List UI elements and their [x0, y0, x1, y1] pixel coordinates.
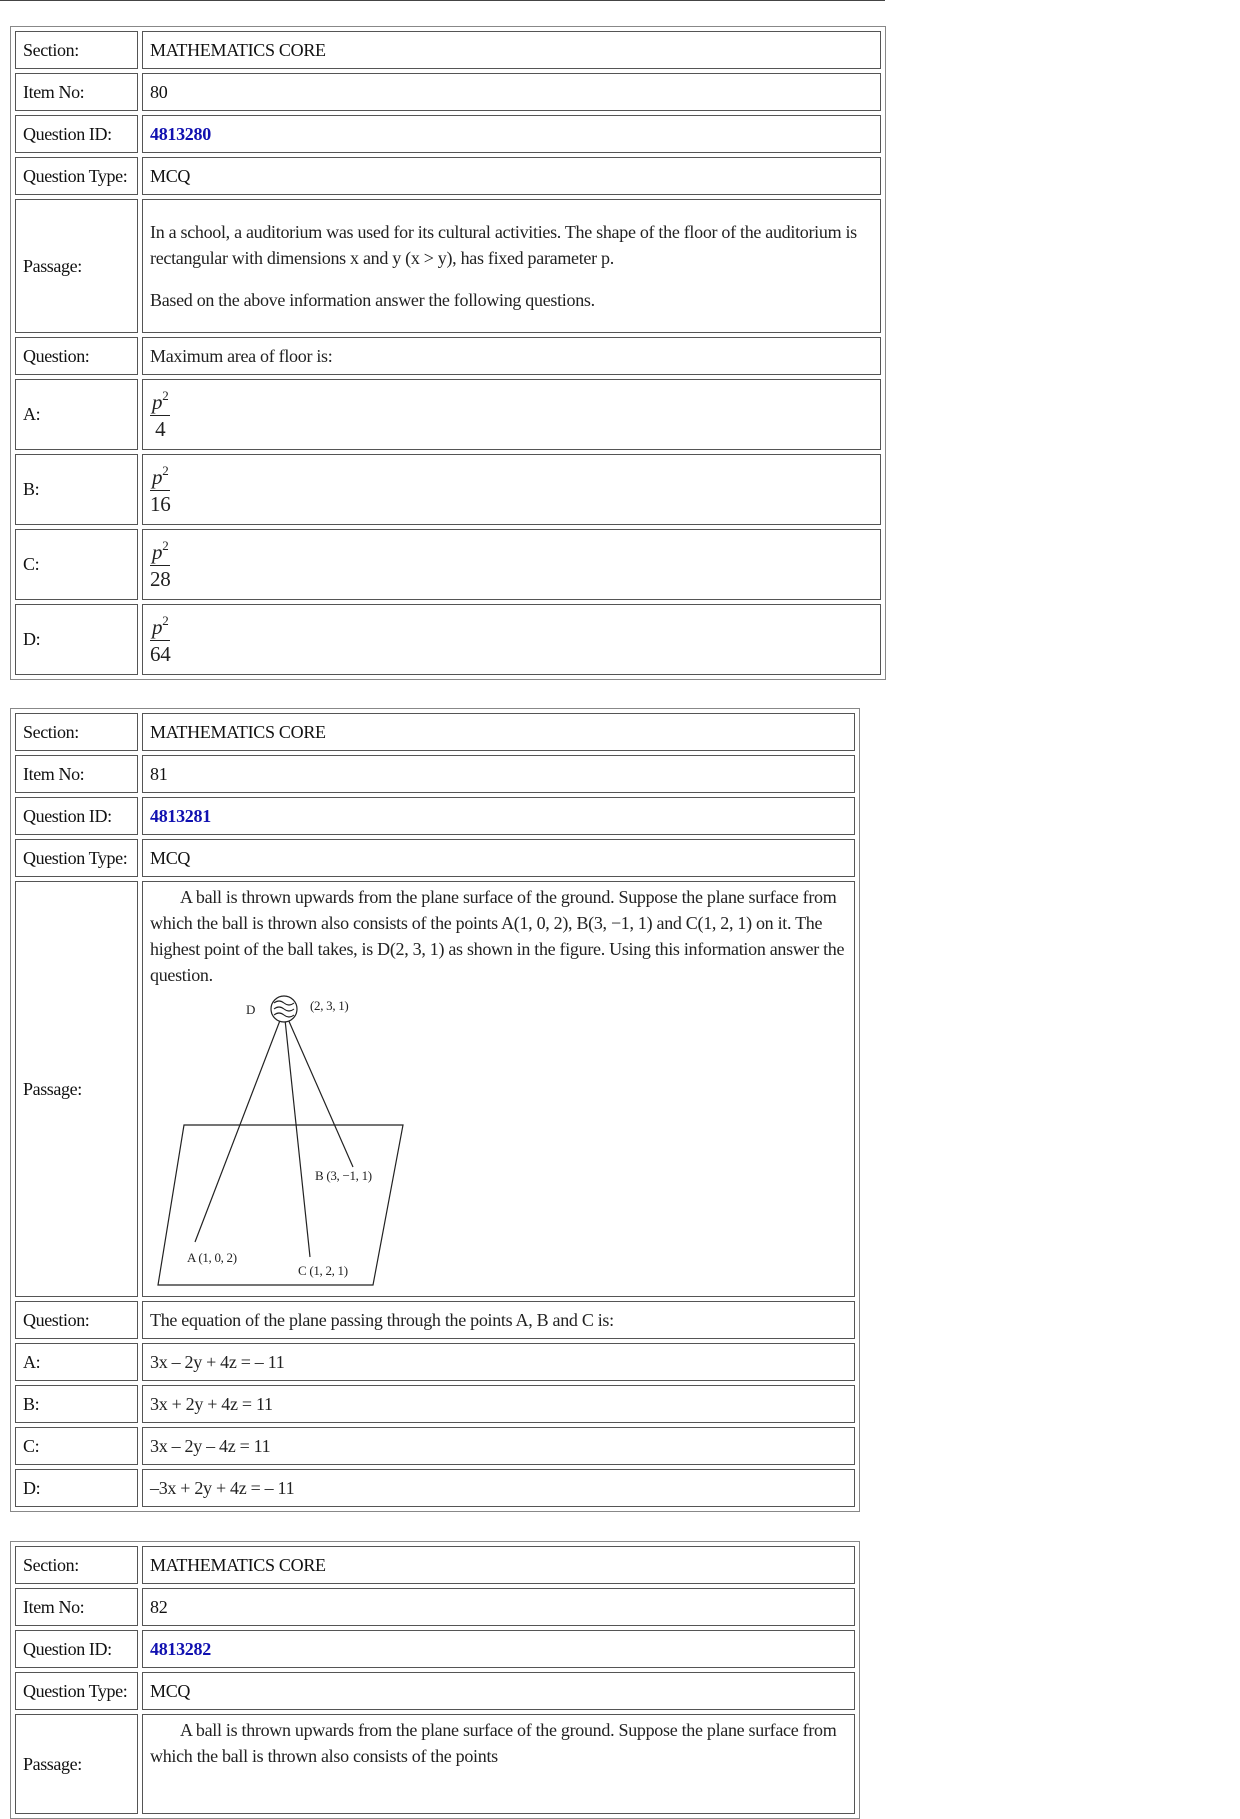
point-a-label: A (1, 0, 2): [187, 1250, 237, 1265]
option-c: 3x – 2y – 4z = 11: [142, 1427, 855, 1465]
passage-text: [142, 881, 855, 1297]
option-label-c: C:: [15, 529, 138, 600]
line-d-to-c: [284, 1010, 310, 1257]
line-d-to-b: [284, 1010, 353, 1167]
question-card-81: [10, 708, 860, 1512]
question-label: Question:: [15, 337, 138, 375]
question-id-label: Question ID:: [15, 797, 138, 835]
question-row: [15, 1301, 855, 1339]
passage-row: [15, 1714, 855, 1814]
question-type-label: Question Type:: [15, 839, 138, 877]
option-b: [142, 454, 881, 525]
option-d: –3x + 2y + 4z = – 11: [142, 1469, 855, 1507]
passage-label: Passage:: [15, 199, 138, 333]
line-d-to-a: [195, 1010, 284, 1242]
fraction: $\frac{p^2}{64}$: [150, 613, 171, 666]
option-row-b: [15, 454, 881, 525]
passage-row: [15, 881, 855, 1297]
question-id-link[interactable]: 4813280: [150, 123, 211, 144]
option-row-c: [15, 529, 881, 600]
option-label-b: B:: [15, 1385, 138, 1423]
option-d: [142, 604, 881, 675]
passage-paragraph: A ball is thrown upwards from the plane surface of the ground. Suppose the plane surface from which the ball is thrown also consists of the points A(1, 0, 2), B(3, −1, 1) and C(1, 2, 1) on it. The highest point of the ball takes, is D(2, 3, 1) as shown in the figure. Using this information answer the question.: [150, 887, 845, 985]
fraction: $\frac{p^2}{4}$: [152, 388, 169, 441]
question-row: [15, 337, 881, 375]
point-d-label: D: [246, 1002, 256, 1017]
question-id-label: Question ID:: [15, 115, 138, 153]
plane-figure: [150, 990, 410, 1286]
passage-paragraph: A ball is thrown upwards from the plane surface of the ground. Suppose the plane surface from which the ball is thrown also consists of the points: [150, 1720, 837, 1766]
question-card-80: [10, 26, 886, 680]
section-label: Section:: [15, 713, 138, 751]
option-label-a: A:: [15, 379, 138, 450]
point-d-coords: (2, 3, 1): [310, 998, 349, 1013]
option-label-d: D:: [15, 604, 138, 675]
point-b-label: B (3, −1, 1): [315, 1168, 372, 1183]
question-id-link[interactable]: 4813282: [150, 1638, 211, 1659]
question-text: The equation of the plane passing through the points A, B and C is:: [142, 1301, 855, 1339]
question-type-label: Question Type:: [15, 157, 138, 195]
option-a: [142, 379, 881, 450]
passage-paragraph: In a school, a auditorium was used for its cultural activities. The shape of the floor of the auditorium is rectangular with dimensions x and y (x > y), has fixed parameter p.: [150, 222, 857, 268]
item-no-label: Item No:: [15, 1588, 138, 1626]
section-label: Section:: [15, 1546, 138, 1584]
option-row-d: [15, 1469, 855, 1507]
option-c: [142, 529, 881, 600]
section-row: [15, 1546, 855, 1584]
item-no-row: [15, 755, 855, 793]
section-row: [15, 31, 881, 69]
question-type-row: [15, 157, 881, 195]
option-label-a: A:: [15, 1343, 138, 1381]
question-id-row: [15, 1630, 855, 1668]
option-row-b: [15, 1385, 855, 1423]
question-text: Maximum area of floor is:: [142, 337, 881, 375]
question-id-label: Question ID:: [15, 1630, 138, 1668]
fraction: $\frac{p^2}{16}$: [150, 463, 171, 516]
item-no-row: [15, 1588, 855, 1626]
passage-row: [15, 199, 881, 333]
option-row-a: [15, 379, 881, 450]
section-value: MATHEMATICS CORE: [142, 1546, 855, 1584]
item-no-label: Item No:: [15, 755, 138, 793]
section-value: MATHEMATICS CORE: [142, 31, 881, 69]
section-value: MATHEMATICS CORE: [142, 713, 855, 751]
question-id-row: [15, 115, 881, 153]
passage-label: Passage:: [15, 881, 138, 1297]
option-label-b: B:: [15, 454, 138, 525]
question-type-value: MCQ: [142, 1672, 855, 1710]
option-row-d: [15, 604, 881, 675]
passage-text: [142, 1714, 855, 1814]
option-label-c: C:: [15, 1427, 138, 1465]
question-type-row: [15, 1672, 855, 1710]
passage-paragraph: Based on the above information answer the following questions.: [150, 290, 595, 310]
section-row: [15, 713, 855, 751]
item-no-value: 81: [142, 755, 855, 793]
point-c-label: C (1, 2, 1): [298, 1263, 348, 1278]
question-card-82: [10, 1541, 860, 1819]
question-id-link[interactable]: 4813281: [150, 805, 211, 826]
option-b: 3x + 2y + 4z = 11: [142, 1385, 855, 1423]
passage-label: Passage:: [15, 1714, 138, 1814]
passage-text: [142, 199, 881, 333]
question-label: Question:: [15, 1301, 138, 1339]
question-type-row: [15, 839, 855, 877]
option-row-c: [15, 1427, 855, 1465]
question-id-row: [15, 797, 855, 835]
item-no-value: 80: [142, 73, 881, 111]
item-no-value: 82: [142, 1588, 855, 1626]
top-divider: [0, 0, 885, 1]
option-label-d: D:: [15, 1469, 138, 1507]
question-type-label: Question Type:: [15, 1672, 138, 1710]
option-a: 3x – 2y + 4z = – 11: [142, 1343, 855, 1381]
section-label: Section:: [15, 31, 138, 69]
question-type-value: MCQ: [142, 157, 881, 195]
item-no-label: Item No:: [15, 73, 138, 111]
item-no-row: [15, 73, 881, 111]
option-row-a: [15, 1343, 855, 1381]
fraction: $\frac{p^2}{28}$: [150, 538, 171, 591]
question-type-value: MCQ: [142, 839, 855, 877]
